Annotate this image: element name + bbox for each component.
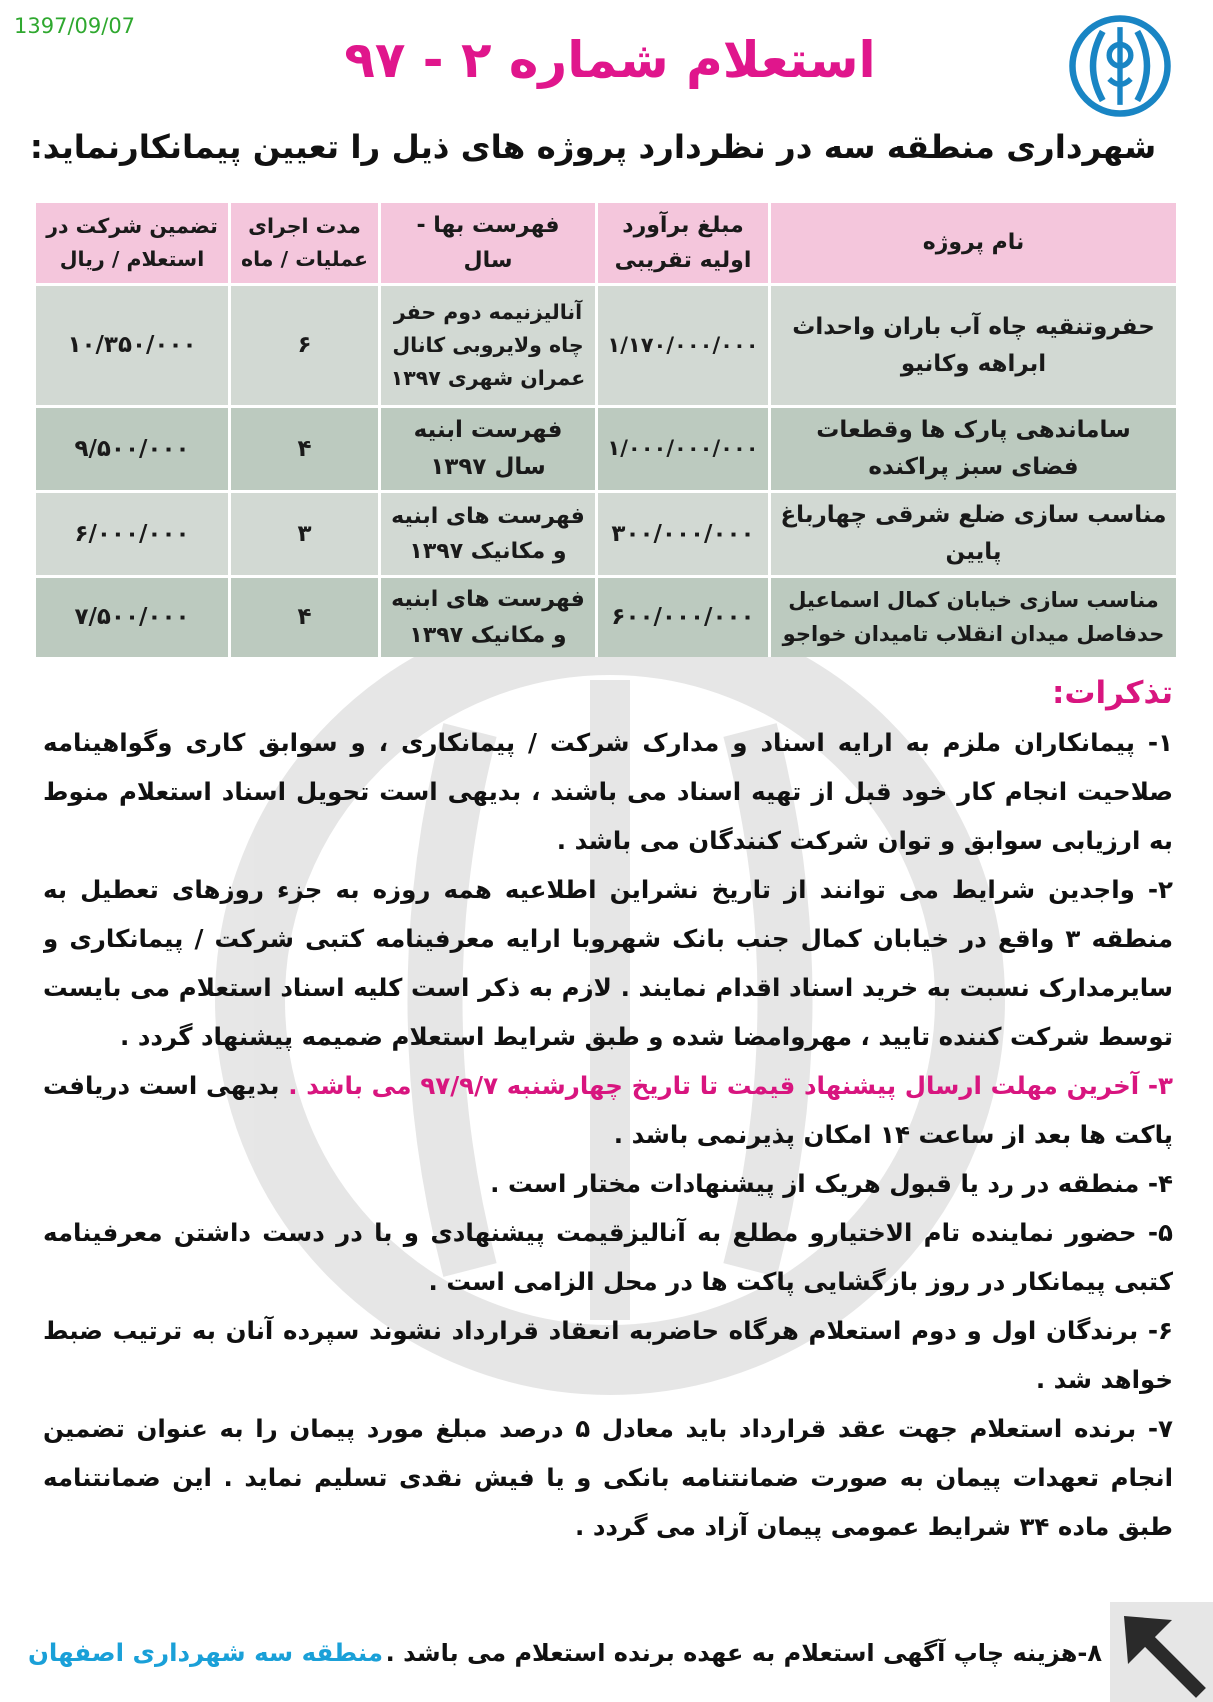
note-item [43,1061,1173,1159]
cell-duration-months: ۳ [231,493,378,575]
note-deadline-highlight: ۳- آخرین مهلت ارسال پیشنهاد قیمت تا تاریخ چهارشنبه ۹۷/۹/۷ می باشد . [288,1071,1173,1100]
note-item: ۲- واجدین شرایط می توانند از تاریخ نشراین اطلاعیه همه روزه به جزء روزهای تعطیل به منطقه ۳ واقع در خیابان کمال جنب بانک شهروبا ارایه معرفینامه کتبی شرکت / پیمانکاری و سایرمدارک نسبت به خرید اسناد اقدام نمایند . لازم به ذکر است کلیه اسناد استعلام می بایست توسط شرکت کننده تایید ، مهروامضا شده و طبق شرایط استعلام ضمیمه پیشنهاد گردد . [43,875,1173,1051]
isfahan-municipality-logo-icon [1066,12,1174,120]
cell-price-list-year: فهرست ابنیه سال ۱۳۹۷ [381,408,595,490]
note-deadline-rest: بدیهی است دریافت پاکت ها بعد از ساعت ۱۴ امکان پذیرنمی باشد . [43,1071,1173,1149]
note-item: ۴- منطقه در رد یا قبول هریک از پیشنهادات مختار است . [490,1169,1173,1198]
notes-list [43,718,1173,1594]
cell-guarantee-amount: ۶/۰۰۰/۰۰۰ [36,493,228,575]
note-item: ۶- برندگان اول و دوم استعلام هرگاه حاضربه انعقاد قرارداد نشوند سپرده آنان به ترتیب ضبط خواهد شد . [43,1316,1173,1394]
cell-estimate-amount: ۱/۱۷۰/۰۰۰/۰۰۰ [598,286,768,405]
note-item: ۱- پیمانکاران ملزم به ارایه اسناد و مدارک شرکت / پیمانکاری ، و سوابق کاری وگواهینامه صلاحیت انجام کار خود قبل از تهیه اسناد می باشند ، بدیهی است تحویل اسناد استعلام منوط به ارزیابی سوابق و توان شرکت کنندگان می باشد . [43,728,1173,855]
cell-estimate-amount: ۳۰۰/۰۰۰/۰۰۰ [598,493,768,575]
cell-price-list-year: فهرست های ابنیه و مکانیک ۱۳۹۷ [381,578,595,657]
note-item-last: ۸-هزینه چاپ آگهی استعلام به عهده برنده استعلام می باشد . [385,1639,1102,1667]
projects-table [36,203,1176,657]
arrow-up-left-icon [1110,1602,1213,1702]
page-title: استعلام شماره ۲ - ۹۷ [344,31,876,89]
cell-project-name: مناسب سازی خیابان کمال اسماعیل حدفاصل میدان انقلاب تامیدان خواجو [771,578,1176,657]
cell-duration-months: ۴ [231,408,378,490]
footer-issuer: منطقه سه شهرداری اصفهان [28,1638,384,1667]
header-duration-months: مدت اجرای عملیات / ماه [231,203,378,283]
cell-project-name: حفروتنقیه چاه آب باران واحداث ابراهه وکانیو [771,286,1176,405]
page-subtitle: شهرداری منطقه سه در نظردارد پروژه های ذیل را تعیین پیمانکارنماید: [29,128,1157,166]
cell-estimate-amount: ۶۰۰/۰۰۰/۰۰۰ [598,578,768,657]
header-guarantee-amount: تضمین شرکت در استعلام / ریال [36,203,228,283]
cell-duration-months: ۶ [231,286,378,405]
cell-duration-months: ۴ [231,578,378,657]
cell-price-list-year: فهرست های ابنیه و مکانیک ۱۳۹۷ [381,493,595,575]
header-estimate-amount: مبلغ برآورد اولیه تقریبی [598,203,768,283]
note-item: ۵- حضور نماینده تام الاختیارو مطلع به آنالیزقیمت پیشنهادی و با در دست داشتن معرفینامه کتبی پیمانکار در روز بازگشایی پاکت ها در محل الزامی است . [43,1218,1173,1296]
cell-guarantee-amount: ۱۰/۳۵۰/۰۰۰ [36,286,228,405]
note-item: ۷- برنده استعلام جهت عقد قرارداد باید معادل ۵ درصد مبلغ مورد پیمان را به عنوان تضمین انجام تعهدات پیمان به صورت ضمانتنامه بانکی و یا فیش نقدی تسلیم نماید . این ضمانتنامه طبق ماده ۳۴ شرایط عمومی پیمان آزاد می گردد . [43,1414,1173,1541]
header-project-name: نام پروژه [771,203,1176,283]
date-stamp: 1397/09/07 [14,14,136,38]
cell-project-name: مناسب سازی ضلع شرقی چهارباغ پایین [771,493,1176,575]
notes-heading: تذکرات: [1051,675,1173,711]
cell-price-list-year: آنالیزنیمه دوم حفر چاه ولایروبی کانال عمران شهری ۱۳۹۷ [381,286,595,405]
cell-guarantee-amount: ۹/۵۰۰/۰۰۰ [36,408,228,490]
cell-project-name: ساماندهی پارک ها وقطعات فضای سبز پراکنده [771,408,1176,490]
cell-guarantee-amount: ۷/۵۰۰/۰۰۰ [36,578,228,657]
cell-estimate-amount: ۱/۰۰۰/۰۰۰/۰۰۰ [598,408,768,490]
header-price-list-year: فهرست بها - سال [381,203,595,283]
